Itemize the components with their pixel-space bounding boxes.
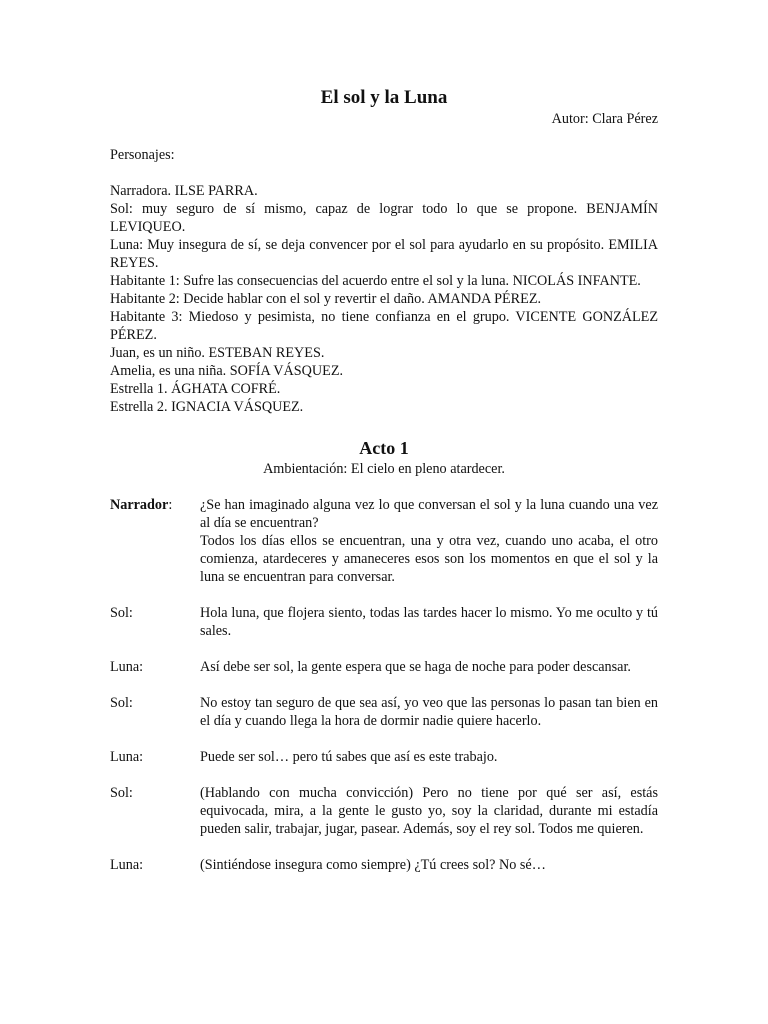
dialogue-line bbox=[110, 658, 658, 676]
character-entry: Estrella 2. IGNACIA VÁSQUEZ. bbox=[110, 399, 304, 415]
dialogue-line bbox=[110, 856, 658, 874]
character-entry: Habitante 3: Miedoso y pesimista, no tiene confianza en el grupo. VICENTE GONZÁLEZ PÉREZ. bbox=[110, 309, 658, 343]
dialogue-line bbox=[110, 604, 658, 640]
character-entry: Habitante 1: Sufre las consecuencias del acuerdo entre el sol y la luna. NICOLÁS INFANTE. bbox=[110, 273, 641, 289]
act-setting: Ambientación: El cielo en pleno atardecer. bbox=[263, 461, 505, 477]
dialogue-line bbox=[110, 784, 658, 838]
dialogue-text bbox=[200, 658, 658, 676]
character-entry: Luna: Muy insegura de sí, se deja convencer por el sol para ayudarlo en su propósito. EMILIA REYES. bbox=[110, 237, 658, 271]
character-entry: Amelia, es una niña. SOFÍA VÁSQUEZ. bbox=[110, 363, 344, 379]
speaker-label: Sol: bbox=[110, 785, 133, 801]
dialogue-line bbox=[110, 496, 658, 586]
speaker-label: Sol: bbox=[110, 605, 133, 621]
speaker-label: Sol: bbox=[110, 695, 133, 711]
dialogue-line bbox=[110, 748, 658, 766]
character-entry: Habitante 2: Decide hablar con el sol y revertir el daño. AMANDA PÉREZ. bbox=[110, 291, 542, 307]
dialogue-line bbox=[110, 694, 658, 730]
dialogue-paragraph: (Hablando con mucha convicción) Pero no tiene por qué ser así, estás equivocada, mira, a la gente le gusto yo, soy la claridad, durante mi estadía pueden salir, trabajar, jugar, pasear. Además, soy el rey sol. Todos me quieren. bbox=[200, 785, 658, 837]
dialogue-paragraph: Puede ser sol… pero tú sabes que así es este trabajo. bbox=[200, 749, 498, 765]
speaker-label: Luna: bbox=[110, 659, 144, 675]
dialogue-section bbox=[110, 496, 658, 874]
dialogue-paragraph: No estoy tan seguro de que sea así, yo veo que las personas lo pasan tan bien en el día y cuando llega la hora de dormir nadie quiere hacerlo. bbox=[200, 695, 658, 729]
dialogue-text bbox=[200, 748, 658, 766]
dialogue-text bbox=[200, 496, 658, 586]
dialogue-paragraph: ¿Se han imaginado alguna vez lo que conversan el sol y la luna cuando una vez al día se encuentran? bbox=[200, 497, 658, 531]
dialogue-text bbox=[200, 694, 658, 730]
speaker-label bbox=[110, 496, 200, 586]
play-title: El sol y la Luna bbox=[320, 87, 448, 108]
speaker-label: Luna: bbox=[110, 749, 144, 765]
character-entry: Sol: muy seguro de sí mismo, capaz de lograr todo lo que se propone. BENJAMÍN LEVIQUEO. bbox=[110, 201, 658, 235]
dialogue-text bbox=[200, 604, 658, 640]
dialogue-paragraph: Todos los días ellos se encuentran, una y otra vez, cuando uno acaba, el otro comienza, atardeceres y amaneceres esos son los momentos en que el sol y la luna se encuentran para conversar. bbox=[200, 533, 658, 585]
characters-heading: Personajes: bbox=[110, 147, 175, 163]
character-entry: Narradora. ILSE PARRA. bbox=[110, 183, 258, 199]
dialogue-text bbox=[200, 856, 658, 874]
character-entry: Estrella 1. ÁGHATA COFRÉ. bbox=[110, 381, 281, 397]
dialogue-paragraph: Así debe ser sol, la gente espera que se haga de noche para poder descansar. bbox=[200, 659, 631, 675]
act-heading: Acto 1 bbox=[359, 438, 409, 458]
characters-list bbox=[110, 182, 658, 416]
dialogue-paragraph: Hola luna, que flojera siento, todas las tardes hacer lo mismo. Yo me oculto y tú sales. bbox=[200, 605, 658, 639]
character-entry: Juan, es un niño. ESTEBAN REYES. bbox=[110, 345, 325, 361]
speaker-name: Narrador bbox=[110, 497, 169, 513]
speaker-colon: : bbox=[168, 497, 173, 513]
speaker-label: Luna: bbox=[110, 857, 144, 873]
dialogue-paragraph: (Sintiéndose insegura como siempre) ¿Tú crees sol? No sé… bbox=[200, 857, 546, 873]
dialogue-text bbox=[200, 784, 658, 838]
author-line: Autor: Clara Pérez bbox=[551, 111, 658, 127]
document-page bbox=[110, 86, 658, 892]
